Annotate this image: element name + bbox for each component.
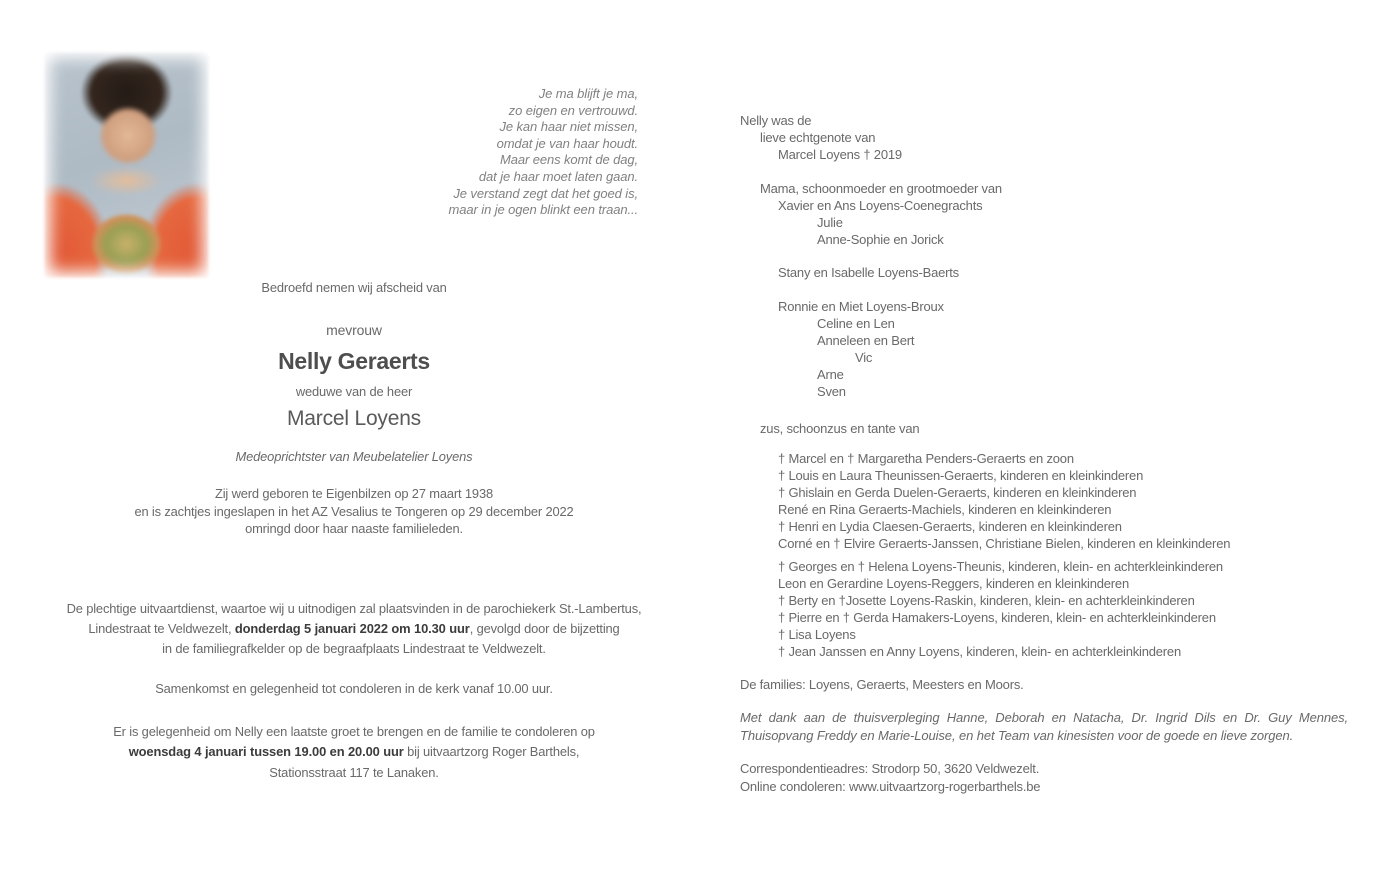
family-group xyxy=(740,420,1348,437)
announcement-intro: Bedroefd nemen wij afscheid van xyxy=(261,280,447,295)
text-line: omringd door haar naaste familieleden. xyxy=(245,521,463,536)
family-line: † Lisa Loyens xyxy=(778,627,856,642)
family-group xyxy=(740,450,1348,552)
correspondence-address: Correspondentieadres: Strodorp 50, 3620 Veldwezelt. xyxy=(740,761,1040,776)
family-line: † Marcel en † Margaretha Penders-Geraerts en zoon xyxy=(778,451,1074,466)
family-line: † Pierre en † Gerda Hamakers-Loyens, kinderen, klein- en achterkleinkinderen xyxy=(778,610,1216,625)
family-line: Anne-Sophie en Jorick xyxy=(817,232,944,247)
text-line: Lindestraat te Veldwezelt, donderdag 5 januari 2022 om 10.30 uur, gevolgd door de bijzetting xyxy=(88,620,620,636)
portrait-photo-paint xyxy=(44,52,209,278)
portrait-photo xyxy=(40,48,213,282)
family-line: Leon en Gerardine Loyens-Reggers, kinderen en kleinkinderen xyxy=(778,576,1129,591)
text-line: Er is gelegenheid om Nelly een laatste groet te brengen en de familie te condoleren op xyxy=(113,723,595,739)
family-group xyxy=(740,112,1348,163)
deceased-name: Nelly Geraerts xyxy=(278,348,430,374)
family-line: Julie xyxy=(817,215,843,230)
family-line: † Jean Janssen en Anny Loyens, kinderen, klein- en achterkleinkinderen xyxy=(778,644,1181,659)
text-line: woensdag 4 januari tussen 19.00 en 20.00 uur bij uitvaartzorg Roger Barthels, xyxy=(128,744,580,759)
text-line: Je kan haar niet missen, xyxy=(499,119,638,135)
online-condolence-url: Online condoleren: www.uitvaartzorg-rogerbarthels.be xyxy=(740,779,1041,794)
gathering-info: Samenkomst en gelegenheid tot condoleren in de kerk vanaf 10.00 uur. xyxy=(155,680,553,696)
text-line: Maar eens komt de dag, xyxy=(500,152,638,168)
family-group xyxy=(740,264,1348,281)
highlighted-datetime: donderdag 5 januari 2022 om 10.30 uur xyxy=(234,620,470,636)
family-line: Stany en Isabelle Loyens-Baerts xyxy=(778,265,959,280)
text-line: Zij werd geboren te Eigenbilzen op 27 maart 1938 xyxy=(214,486,493,501)
text-line: maar in je ogen blinkt een traan... xyxy=(448,202,638,218)
memorial-poem xyxy=(449,86,638,219)
text-line: Je verstand zegt dat het goed is, xyxy=(453,185,638,201)
announcement xyxy=(52,279,656,783)
text-line: Je ma blijft je ma, xyxy=(538,86,638,101)
text-line: dat je haar moet laten gaan. xyxy=(478,168,638,184)
spouse-name: Marcel Loyens xyxy=(287,407,421,430)
birth-death-info xyxy=(52,485,656,538)
deceased-role: Medeoprichtster van Meubelatelier Loyens xyxy=(235,449,473,464)
family-line: † Ghislain en Gerda Duelen-Geraerts, kinderen en kleinkinderen xyxy=(778,485,1137,500)
family-line: Corné en † Elvire Geraerts-Janssen, Christiane Bielen, kinderen en kleinkinderen xyxy=(778,536,1231,551)
farewell-visit-info xyxy=(52,722,656,784)
widow-label: weduwe van de heer xyxy=(295,384,413,399)
text-line: en is zachtjes ingeslapen in het AZ Vesalius te Tongeren op 29 december 2022 xyxy=(134,503,574,519)
family-line: Arne xyxy=(817,367,844,382)
families-line: De families: Loyens, Geraerts, Meesters en Moors. xyxy=(740,677,1024,692)
family-line: Nelly was de xyxy=(740,113,812,128)
thanks-note: Met dank aan de thuisverpleging Hanne, Deborah en Natacha, Dr. Ingrid Dils en Dr. Guy Mennes, Thuisopvang Freddy en Marie-Louise, en het Team van kinesisten voor de goede en lieve zorgen. xyxy=(740,710,1348,743)
text-line: in de familiegrafkelder op de begraafplaats Lindestraat te Veldwezelt. xyxy=(162,640,546,656)
highlighted-datetime: woensdag 4 januari tussen 19.00 en 20.00 uur xyxy=(128,744,404,759)
family-line: lieve echtgenote van xyxy=(760,130,876,145)
text-line: zo eigen en vertrouwd. xyxy=(508,102,638,118)
family-line: † Henri en Lydia Claesen-Geraerts, kinderen en kleinkinderen xyxy=(778,519,1122,534)
family-line: René en Rina Geraerts-Machiels, kinderen en kleinkinderen xyxy=(778,502,1112,517)
text-line: omdat je van haar houdt. xyxy=(496,135,638,151)
family-line: Xavier en Ans Loyens-Coenegrachts xyxy=(778,198,983,213)
family-group xyxy=(740,180,1348,248)
right-page xyxy=(740,112,1348,795)
family-line: Mama, schoonmoeder en grootmoeder van xyxy=(760,181,1002,196)
family-line: Sven xyxy=(817,384,846,399)
text-line: De plechtige uitvaartdienst, waartoe wij u uitnodigen zal plaatsvinden in de parochiekerk St.-Lambertus, xyxy=(66,600,642,616)
family-line: † Louis en Laura Theunissen-Geraerts, kinderen en kleinkinderen xyxy=(778,468,1144,483)
family-group xyxy=(740,298,1348,400)
family-line: zus, schoonzus en tante van xyxy=(760,421,920,436)
family-line: † Georges en † Helena Loyens-Theunis, kinderen, klein- en achterkleinkinderen xyxy=(778,559,1223,574)
family-relations-list xyxy=(740,112,1348,660)
honorific-label: mevrouw xyxy=(326,322,382,338)
family-line: Vic xyxy=(855,350,873,365)
text-line: Stationsstraat 117 te Lanaken. xyxy=(269,764,439,780)
family-group xyxy=(740,558,1348,660)
family-line: Celine en Len xyxy=(817,316,895,331)
family-line: † Berty en †Josette Loyens-Raskin, kinderen, klein- en achterkleinkinderen xyxy=(778,593,1195,608)
family-line: Ronnie en Miet Loyens-Broux xyxy=(778,299,944,314)
family-line: Anneleen en Bert xyxy=(817,333,915,348)
funeral-service-announcement xyxy=(52,599,656,659)
family-line: Marcel Loyens † 2019 xyxy=(778,147,902,162)
